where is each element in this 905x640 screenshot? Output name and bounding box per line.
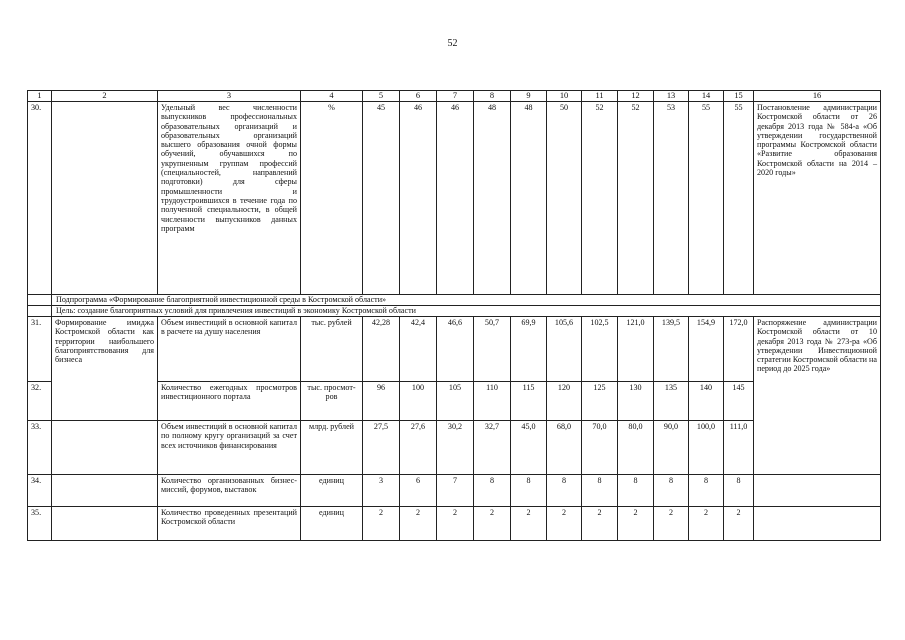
document-cell — [754, 475, 881, 507]
value-cell: 8 — [547, 475, 582, 507]
value-cell: 2 — [689, 507, 724, 541]
value-cell: 69,9 — [511, 317, 547, 382]
row-number: 34. — [28, 475, 52, 507]
value-cell: 27,6 — [400, 421, 437, 475]
value-cell: 2 — [582, 507, 618, 541]
task-cell — [52, 475, 158, 507]
value-cell: 8 — [474, 475, 511, 507]
value-cell: 102,5 — [582, 317, 618, 382]
document-cell — [754, 507, 881, 541]
value-cell: 2 — [474, 507, 511, 541]
empty-cell — [28, 306, 52, 317]
value-cell: 53 — [654, 102, 689, 295]
header-cell: 5 — [363, 91, 400, 102]
value-cell: 145 — [724, 382, 754, 421]
value-cell: 46 — [437, 102, 474, 295]
document-cell: Постановление администрации Костромской области от 26 декабря 2013 года № 584-а «Об утверждении государственной программы Костромской области «Развитие образования Костромской области на 2014 – 2020 годы» — [754, 102, 881, 295]
value-cell: 6 — [400, 475, 437, 507]
task-cell — [52, 421, 158, 475]
table-row-35 — [28, 507, 881, 541]
value-cell: 2 — [724, 507, 754, 541]
value-cell: 154,9 — [689, 317, 724, 382]
value-cell: 8 — [724, 475, 754, 507]
value-cell: 70,0 — [582, 421, 618, 475]
header-cell: 2 — [52, 91, 158, 102]
indicator-name: Удельный вес численности выпускников профессиональных образовательных организаций и образовательных организаций высшего образования очной формы обучений, обучавшихся по укрупненным группам профессий (специальностей, направлений подготовки) для сферы промышленности и трудоустроившихся в течение года по полученной специальности, в общей численности выпускников данных программ — [158, 102, 301, 295]
value-cell: 120 — [547, 382, 582, 421]
value-cell: 50 — [547, 102, 582, 295]
value-cell: 80,0 — [618, 421, 654, 475]
value-cell: 100 — [400, 382, 437, 421]
subprogram-title: Подпрограмма «Формирование благоприятной инвестиционной среды в Костромской области» — [52, 295, 881, 306]
value-cell: 110 — [474, 382, 511, 421]
header-cell: 1 — [28, 91, 52, 102]
value-cell: 52 — [618, 102, 654, 295]
value-cell: 2 — [363, 507, 400, 541]
value-cell: 90,0 — [654, 421, 689, 475]
value-cell: 45 — [363, 102, 400, 295]
unit-cell: единиц — [301, 475, 363, 507]
value-cell: 52 — [582, 102, 618, 295]
value-cell: 135 — [654, 382, 689, 421]
header-cell: 13 — [654, 91, 689, 102]
indicator-name: Объем инвестиций в основной капитал по полному кругу организаций за счет всех источников финансирования — [158, 421, 301, 475]
task-cell — [52, 507, 158, 541]
value-cell: 30,2 — [437, 421, 474, 475]
value-cell: 46,6 — [437, 317, 474, 382]
value-cell: 8 — [654, 475, 689, 507]
value-cell: 105,6 — [547, 317, 582, 382]
header-cell: 14 — [689, 91, 724, 102]
value-cell: 2 — [654, 507, 689, 541]
value-cell: 42,4 — [400, 317, 437, 382]
value-cell: 68,0 — [547, 421, 582, 475]
row-number: 32. — [28, 382, 52, 421]
value-cell: 55 — [689, 102, 724, 295]
value-cell: 2 — [547, 507, 582, 541]
value-cell: 7 — [437, 475, 474, 507]
value-cell: 2 — [437, 507, 474, 541]
value-cell: 8 — [689, 475, 724, 507]
task-cell — [52, 102, 158, 295]
value-cell: 42,28 — [363, 317, 400, 382]
task-cell: Формирование имиджа Костромской области как территории наибольшего благоприятствования для бизнеса — [52, 317, 158, 421]
value-cell: 96 — [363, 382, 400, 421]
unit-cell: единиц — [301, 507, 363, 541]
value-cell: 46 — [400, 102, 437, 295]
header-cell: 7 — [437, 91, 474, 102]
header-cell: 11 — [582, 91, 618, 102]
document-cell: Распоряжение администрации Костромской области от 10 декабря 2013 года № 273-ра «Об утверждении Инвестиционной стратегии Костромской области на период до 2025 года» — [754, 317, 881, 475]
header-cell: 15 — [724, 91, 754, 102]
unit-cell: млрд. рублей — [301, 421, 363, 475]
value-cell: 130 — [618, 382, 654, 421]
value-cell: 139,5 — [654, 317, 689, 382]
row-number: 30. — [28, 102, 52, 295]
value-cell: 115 — [511, 382, 547, 421]
value-cell: 2 — [511, 507, 547, 541]
value-cell: 140 — [689, 382, 724, 421]
unit-cell: тыс. рублей — [301, 317, 363, 382]
value-cell: 121,0 — [618, 317, 654, 382]
indicator-name: Количество организованных бизнес-миссий, форумов, выставок — [158, 475, 301, 507]
value-cell: 3 — [363, 475, 400, 507]
value-cell: 48 — [474, 102, 511, 295]
row-number: 33. — [28, 421, 52, 475]
value-cell: 125 — [582, 382, 618, 421]
value-cell: 2 — [618, 507, 654, 541]
table-row-30 — [28, 102, 881, 295]
indicator-name: Объем инвестиций в основной капитал в расчете на душу населения — [158, 317, 301, 382]
row-number: 35. — [28, 507, 52, 541]
value-cell: 8 — [618, 475, 654, 507]
table-row-34 — [28, 475, 881, 507]
indicators-table — [27, 90, 881, 541]
value-cell: 172,0 — [724, 317, 754, 382]
column-number-row — [28, 91, 881, 102]
unit-cell: тыс. просмот-ров — [301, 382, 363, 421]
header-cell: 4 — [301, 91, 363, 102]
value-cell: 8 — [511, 475, 547, 507]
goal-title: Цель: создание благоприятных условий для привлечения инвестиций в экономику Костромской области — [52, 306, 881, 317]
value-cell: 48 — [511, 102, 547, 295]
header-cell: 10 — [547, 91, 582, 102]
value-cell: 45,0 — [511, 421, 547, 475]
indicator-name: Количество проведенных презентаций Костромской области — [158, 507, 301, 541]
value-cell: 50,7 — [474, 317, 511, 382]
value-cell: 100,0 — [689, 421, 724, 475]
row-number: 31. — [28, 317, 52, 382]
value-cell: 105 — [437, 382, 474, 421]
header-cell: 3 — [158, 91, 301, 102]
value-cell: 2 — [400, 507, 437, 541]
goal-row — [28, 306, 881, 317]
indicator-name: Количество ежегодных просмотров инвестиционного портала — [158, 382, 301, 421]
table-row-31 — [28, 317, 881, 382]
header-cell: 8 — [474, 91, 511, 102]
header-cell: 9 — [511, 91, 547, 102]
header-cell: 12 — [618, 91, 654, 102]
value-cell: 111,0 — [724, 421, 754, 475]
subprogram-row — [28, 295, 881, 306]
table-row-33 — [28, 421, 881, 475]
header-cell: 6 — [400, 91, 437, 102]
header-cell: 16 — [754, 91, 881, 102]
unit-cell: % — [301, 102, 363, 295]
value-cell: 8 — [582, 475, 618, 507]
empty-cell — [28, 295, 52, 306]
value-cell: 27,5 — [363, 421, 400, 475]
value-cell: 55 — [724, 102, 754, 295]
page-number: 52 — [447, 38, 458, 49]
value-cell: 32,7 — [474, 421, 511, 475]
